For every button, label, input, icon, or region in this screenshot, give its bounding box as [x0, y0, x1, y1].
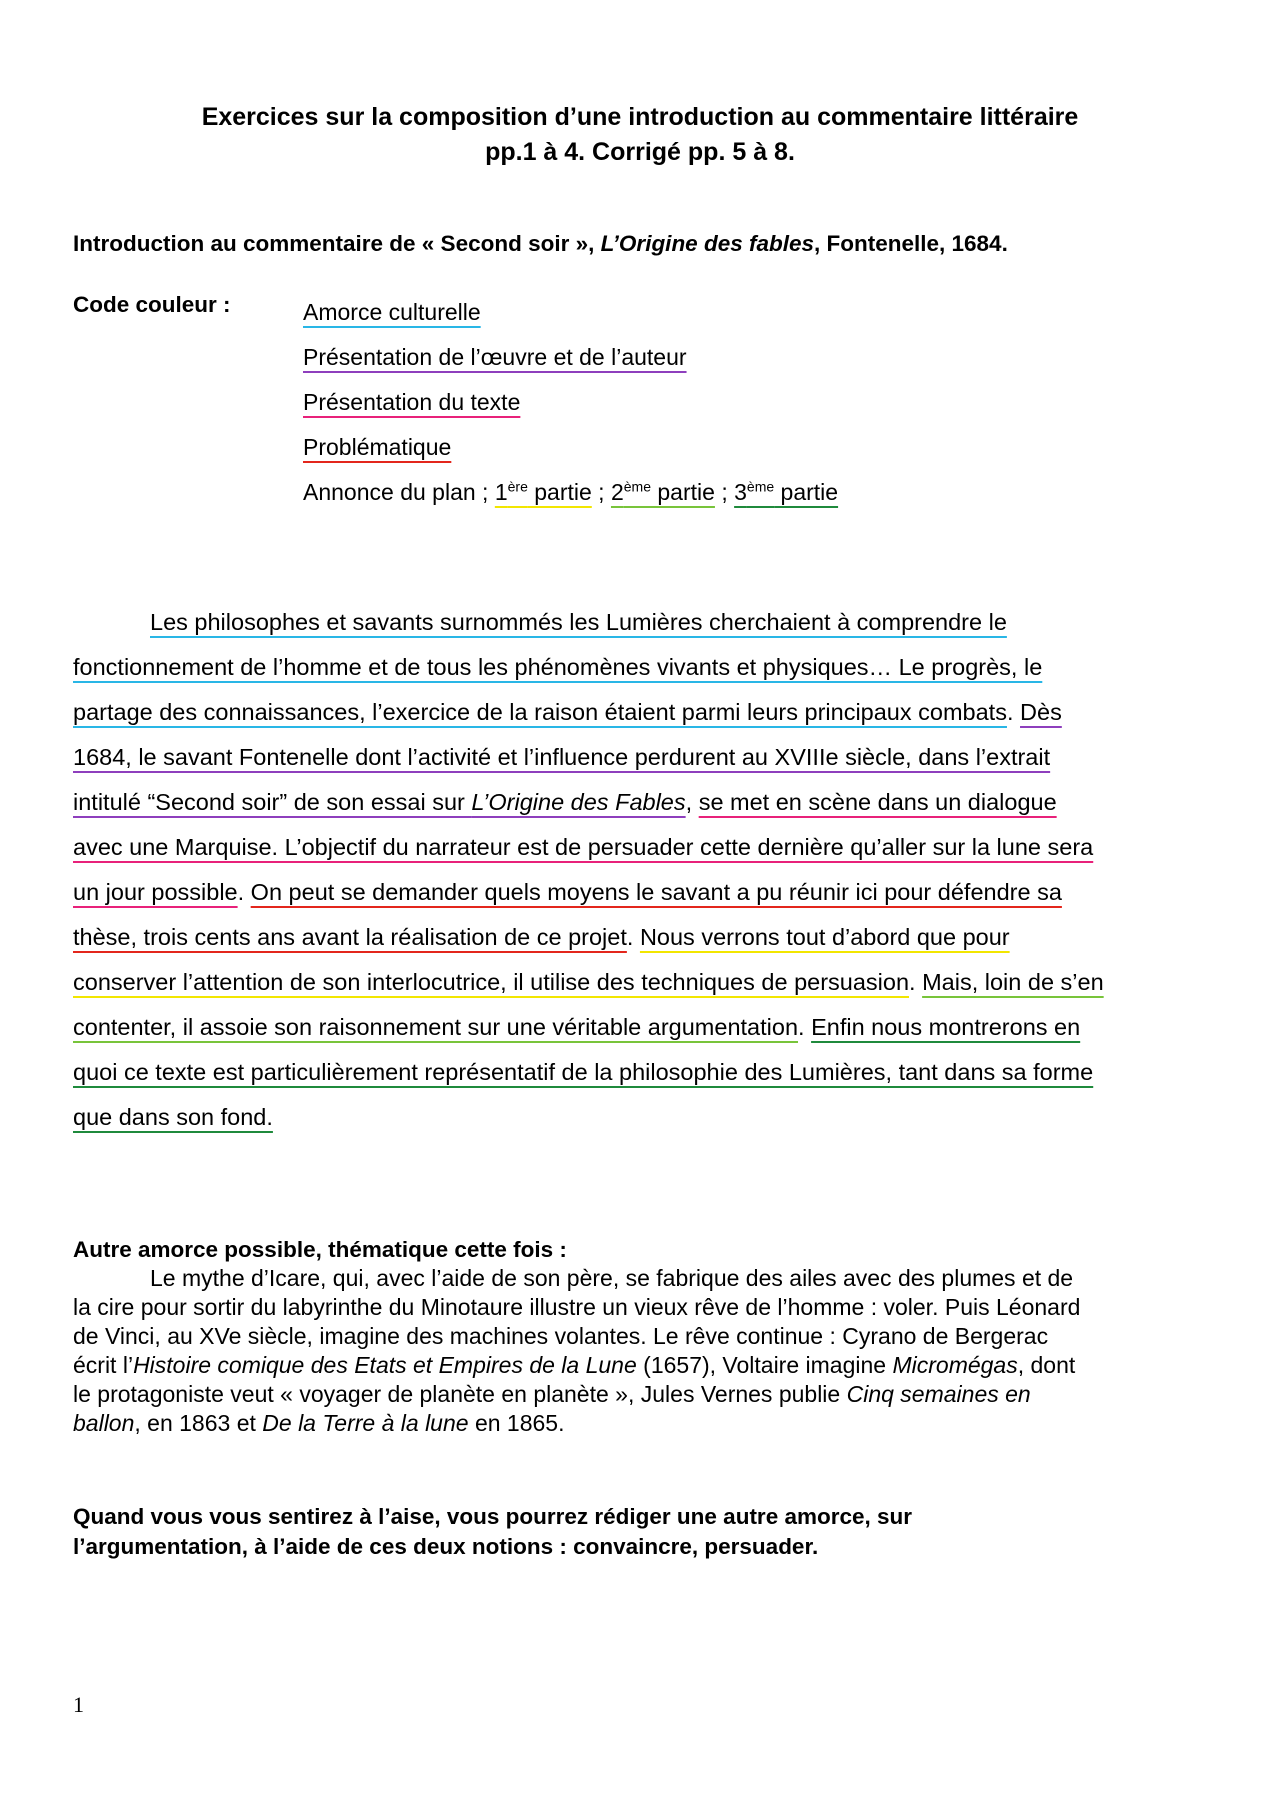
- texte-text-2: avec une Marquise. L’objectif du narrateur est de persuader cette dernière qu’aller sur la lune sera: [73, 834, 1094, 860]
- partie2-text-1: Mais, loin de s’en: [922, 969, 1104, 995]
- partie2-text-2: contenter, il assoie son raisonnement sur une véritable argumentation: [73, 1014, 799, 1040]
- legend-problematique: Problématique: [303, 434, 452, 460]
- intro-heading: [73, 229, 1223, 259]
- partie3-text-2: quoi ce texte est particulièrement représentatif de la philosophie des Lumières, tant dans sa forme: [73, 1059, 1094, 1085]
- alt-line-5: le protagoniste veut « voyager de planète en planète », Jules Vernes publie Cinq semaines en: [73, 1381, 1031, 1407]
- legend-plan: Annonce du plan ; 1ère partie ; 2ème partie ; 3ème partie: [303, 478, 839, 505]
- alt-line-1: Le mythe d’Icare, qui, avec l’aide de son père, se fabrique des ailes avec des plumes et de: [150, 1265, 1074, 1291]
- alt-amorce-paragraph: [73, 1264, 1223, 1438]
- partie1-text-1: Nous verrons tout d’abord que pour: [639, 924, 1010, 950]
- intro-heading-suffix: , Fontenelle, 1684.: [814, 231, 1008, 256]
- partie3-text-1: Enfin nous montrerons en: [811, 1014, 1081, 1040]
- alt-line-2: la cire pour sortir du labyrinthe du Minotaure illustre un vieux rêve de l’homme : voler. Puis Léonard: [73, 1294, 1081, 1320]
- legend-amorce: Amorce culturelle: [303, 299, 481, 325]
- document-title: [0, 100, 1280, 170]
- problematique-text-2: thèse, trois cents ans avant la réalisation de ce projet: [73, 924, 627, 950]
- legend-oeuvre: Présentation de l’œuvre et de l’auteur: [303, 344, 687, 370]
- introduction-paragraph: Les philosophes et savants surnommés les Lumières cherchaient à comprendre le fonctionnement de l’homme et de tous les phénomènes vivants et physiques… Le progrès, le partage des connaissances, l’exercice de la raison étaient parmi leurs principaux combats. Dès 1684, le savant Fontenelle dont l’activité et l’influence perdurent au XVIIIe siècle, dans l’extrait intitulé “Second soir” de son essai sur L’Origine des Fables, se met en scène dans un dialogue avec une Marquise. L’objectif du narrateur est de persuader cette dernière qu’aller sur la lune sera un jour possible. On peut se demander quels moyens le savant a pu réunir ici pour défendre sa thèse, trois cents ans avant la réalisation de ce projet. Nous verrons tout d’abord que pour conserver l’attention de son interlocutrice, il utilise des techniques de persuasion. Mais, loin de s’en contenter, il assoie son raisonnement sur une véritable argumentation. Enfin nous montrerons en quoi ce texte est particulièrement représentatif de la philosophie des Lumières, tant dans sa forme que dans son fond.: [73, 609, 1104, 1130]
- problematique-text-1: On peut se demander quels moyens le savant a pu réunir ici pour défendre sa: [250, 879, 1062, 905]
- legend-plan-intro: Annonce du plan ;: [303, 479, 495, 505]
- title-line-1: Exercices sur la composition d’une introduction au commentaire littéraire: [201, 103, 1079, 131]
- alt-line-6: ballon, en 1863 et De la Terre à la lune en 1865.: [73, 1410, 565, 1436]
- partie3-text-3: que dans son fond.: [73, 1104, 273, 1130]
- legend-partie-1: 1ère partie: [494, 478, 592, 505]
- page-number: 1: [73, 1692, 84, 1717]
- partie1-text-2: conserver l’attention de son interlocutrice, il utilise des techniques de persuasion: [73, 969, 910, 995]
- alt-line-4: écrit l’Histoire comique des Etats et Empires de la Lune (1657), Voltaire imagine Micromégas, dont: [73, 1352, 1076, 1378]
- alt-amorce-heading: Autre amorce possible, thématique cette fois :: [73, 1237, 567, 1262]
- intro-heading-work: L’Origine des fables: [600, 231, 814, 256]
- legend-partie-3: 3ème partie: [734, 478, 839, 505]
- intro-heading-prefix: Introduction au commentaire de « Second soir »,: [73, 231, 601, 256]
- oeuvre-text-2: 1684, le savant Fontenelle dont l’activité et l’influence perdurent au XVIIIe siècle, dans l’extrait: [73, 744, 1051, 770]
- oeuvre-text-1: Dès: [1020, 699, 1062, 725]
- final-instruction: [73, 1502, 1223, 1562]
- oeuvre-text-3: intitulé “Second soir” de son essai sur L’Origine des Fables: [73, 789, 686, 815]
- final-line-2: l’argumentation, à l’aide de ces deux notions : convaincre, persuader.: [73, 1534, 819, 1559]
- final-line-1: Quand vous vous sentirez à l’aise, vous pourrez rédiger une autre amorce, sur: [73, 1504, 913, 1529]
- color-code-label: Code couleur :: [73, 292, 231, 317]
- texte-text-1: se met en scène dans un dialogue: [698, 789, 1057, 815]
- amorce-text-1: Les philosophes et savants surnommés les Lumières cherchaient à comprendre le: [150, 609, 1007, 635]
- title-line-2: pp.1 à 4. Corrigé pp. 5 à 8.: [485, 138, 795, 166]
- legend-texte: Présentation du texte: [303, 389, 521, 415]
- texte-text-3: un jour possible: [73, 879, 238, 905]
- amorce-text-2: fonctionnement de l’homme et de tous les phénomènes vivants et physiques… Le progrès, le: [73, 654, 1043, 680]
- amorce-text-3: partage des connaissances, l’exercice de la raison étaient parmi leurs principaux combats: [73, 699, 1007, 725]
- legend-partie-2: 2ème partie: [610, 478, 715, 505]
- alt-line-3: de Vinci, au XVe siècle, imagine des machines volantes. Le rêve continue : Cyrano de Bergerac: [73, 1323, 1049, 1349]
- color-code-legend: [303, 290, 838, 515]
